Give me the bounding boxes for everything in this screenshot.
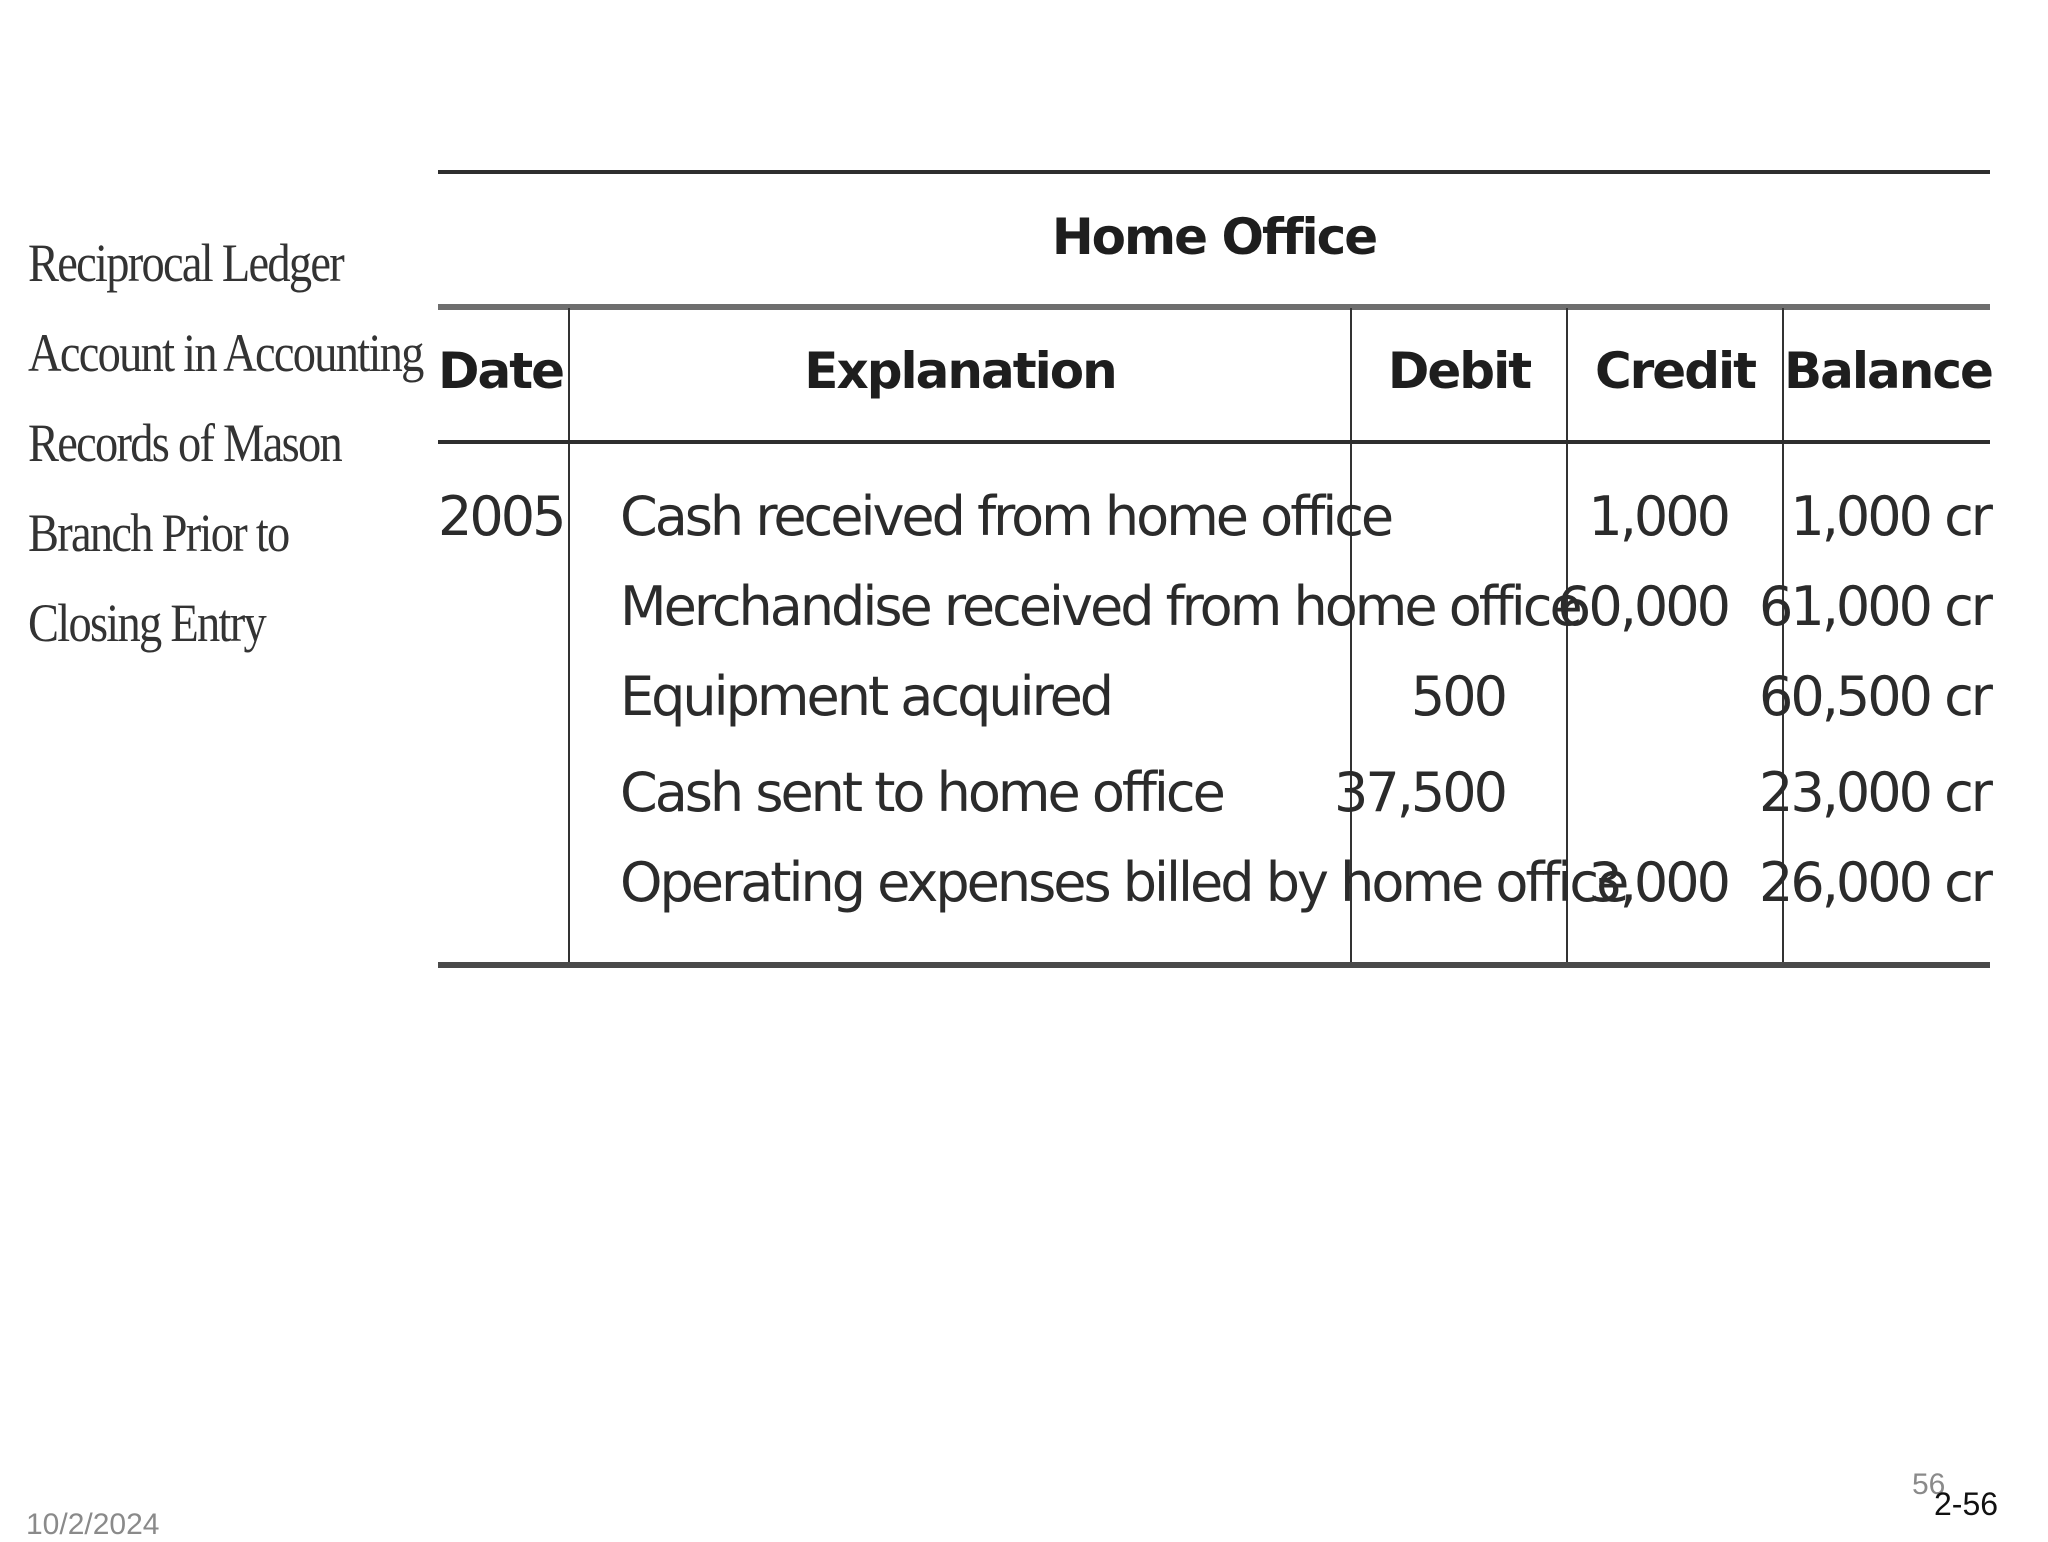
- table-row: [438, 666, 1990, 756]
- row-explanation: Merchandise received from home office: [620, 575, 1580, 638]
- row-explanation: Cash sent to home office: [620, 761, 1223, 824]
- table-row: [438, 576, 1990, 666]
- row-credit: 1,000: [1588, 485, 1728, 548]
- slide-number: 2-56: [1934, 1486, 1999, 1522]
- row-explanation: Cash received from home office: [620, 485, 1392, 548]
- top-rule: [438, 170, 1990, 174]
- row-debit: 37,500: [1334, 761, 1505, 824]
- caption-line: Closing Entry: [28, 593, 265, 653]
- ledger-account-table: [438, 170, 1990, 970]
- bottom-rule: [438, 962, 1990, 968]
- header-explanation: Explanation: [804, 342, 1116, 400]
- side-caption: [28, 218, 423, 668]
- title-rule: [438, 304, 1990, 310]
- header-date: Date: [438, 342, 564, 400]
- row-credit: 3,000: [1588, 851, 1728, 914]
- row-explanation: Equipment acquired: [620, 665, 1112, 728]
- slide-number-gray: 56: [1912, 1468, 1946, 1501]
- row-balance: 26,000 cr: [1758, 851, 1990, 914]
- date-year: 2005: [438, 485, 564, 548]
- account-title: Home Office: [1051, 208, 1377, 266]
- row-explanation: Operating expenses billed by home office: [620, 851, 1627, 914]
- row-balance: 60,500 cr: [1758, 665, 1990, 728]
- row-balance: 1,000 cr: [1790, 485, 1990, 548]
- row-balance: 23,000 cr: [1758, 761, 1990, 824]
- table-row: [438, 852, 1990, 942]
- header-credit: Credit: [1594, 342, 1756, 400]
- row-balance: 61,000 cr: [1758, 575, 1990, 638]
- caption-line: Reciprocal Ledger: [28, 233, 344, 293]
- row-debit: 500: [1410, 665, 1505, 728]
- caption-line: Branch Prior to: [28, 503, 289, 563]
- row-credit: 60,000: [1557, 575, 1728, 638]
- header-balance: Balance: [1784, 342, 1992, 400]
- header-debit: Debit: [1387, 342, 1531, 400]
- table-row: [438, 762, 1990, 852]
- table-row: [438, 486, 1990, 576]
- caption-line: Account in Accounting: [28, 323, 423, 383]
- caption-line: Records of Mason: [28, 413, 341, 473]
- header-rule: [438, 440, 1990, 444]
- slide-date: 10/2/2024: [26, 1508, 160, 1541]
